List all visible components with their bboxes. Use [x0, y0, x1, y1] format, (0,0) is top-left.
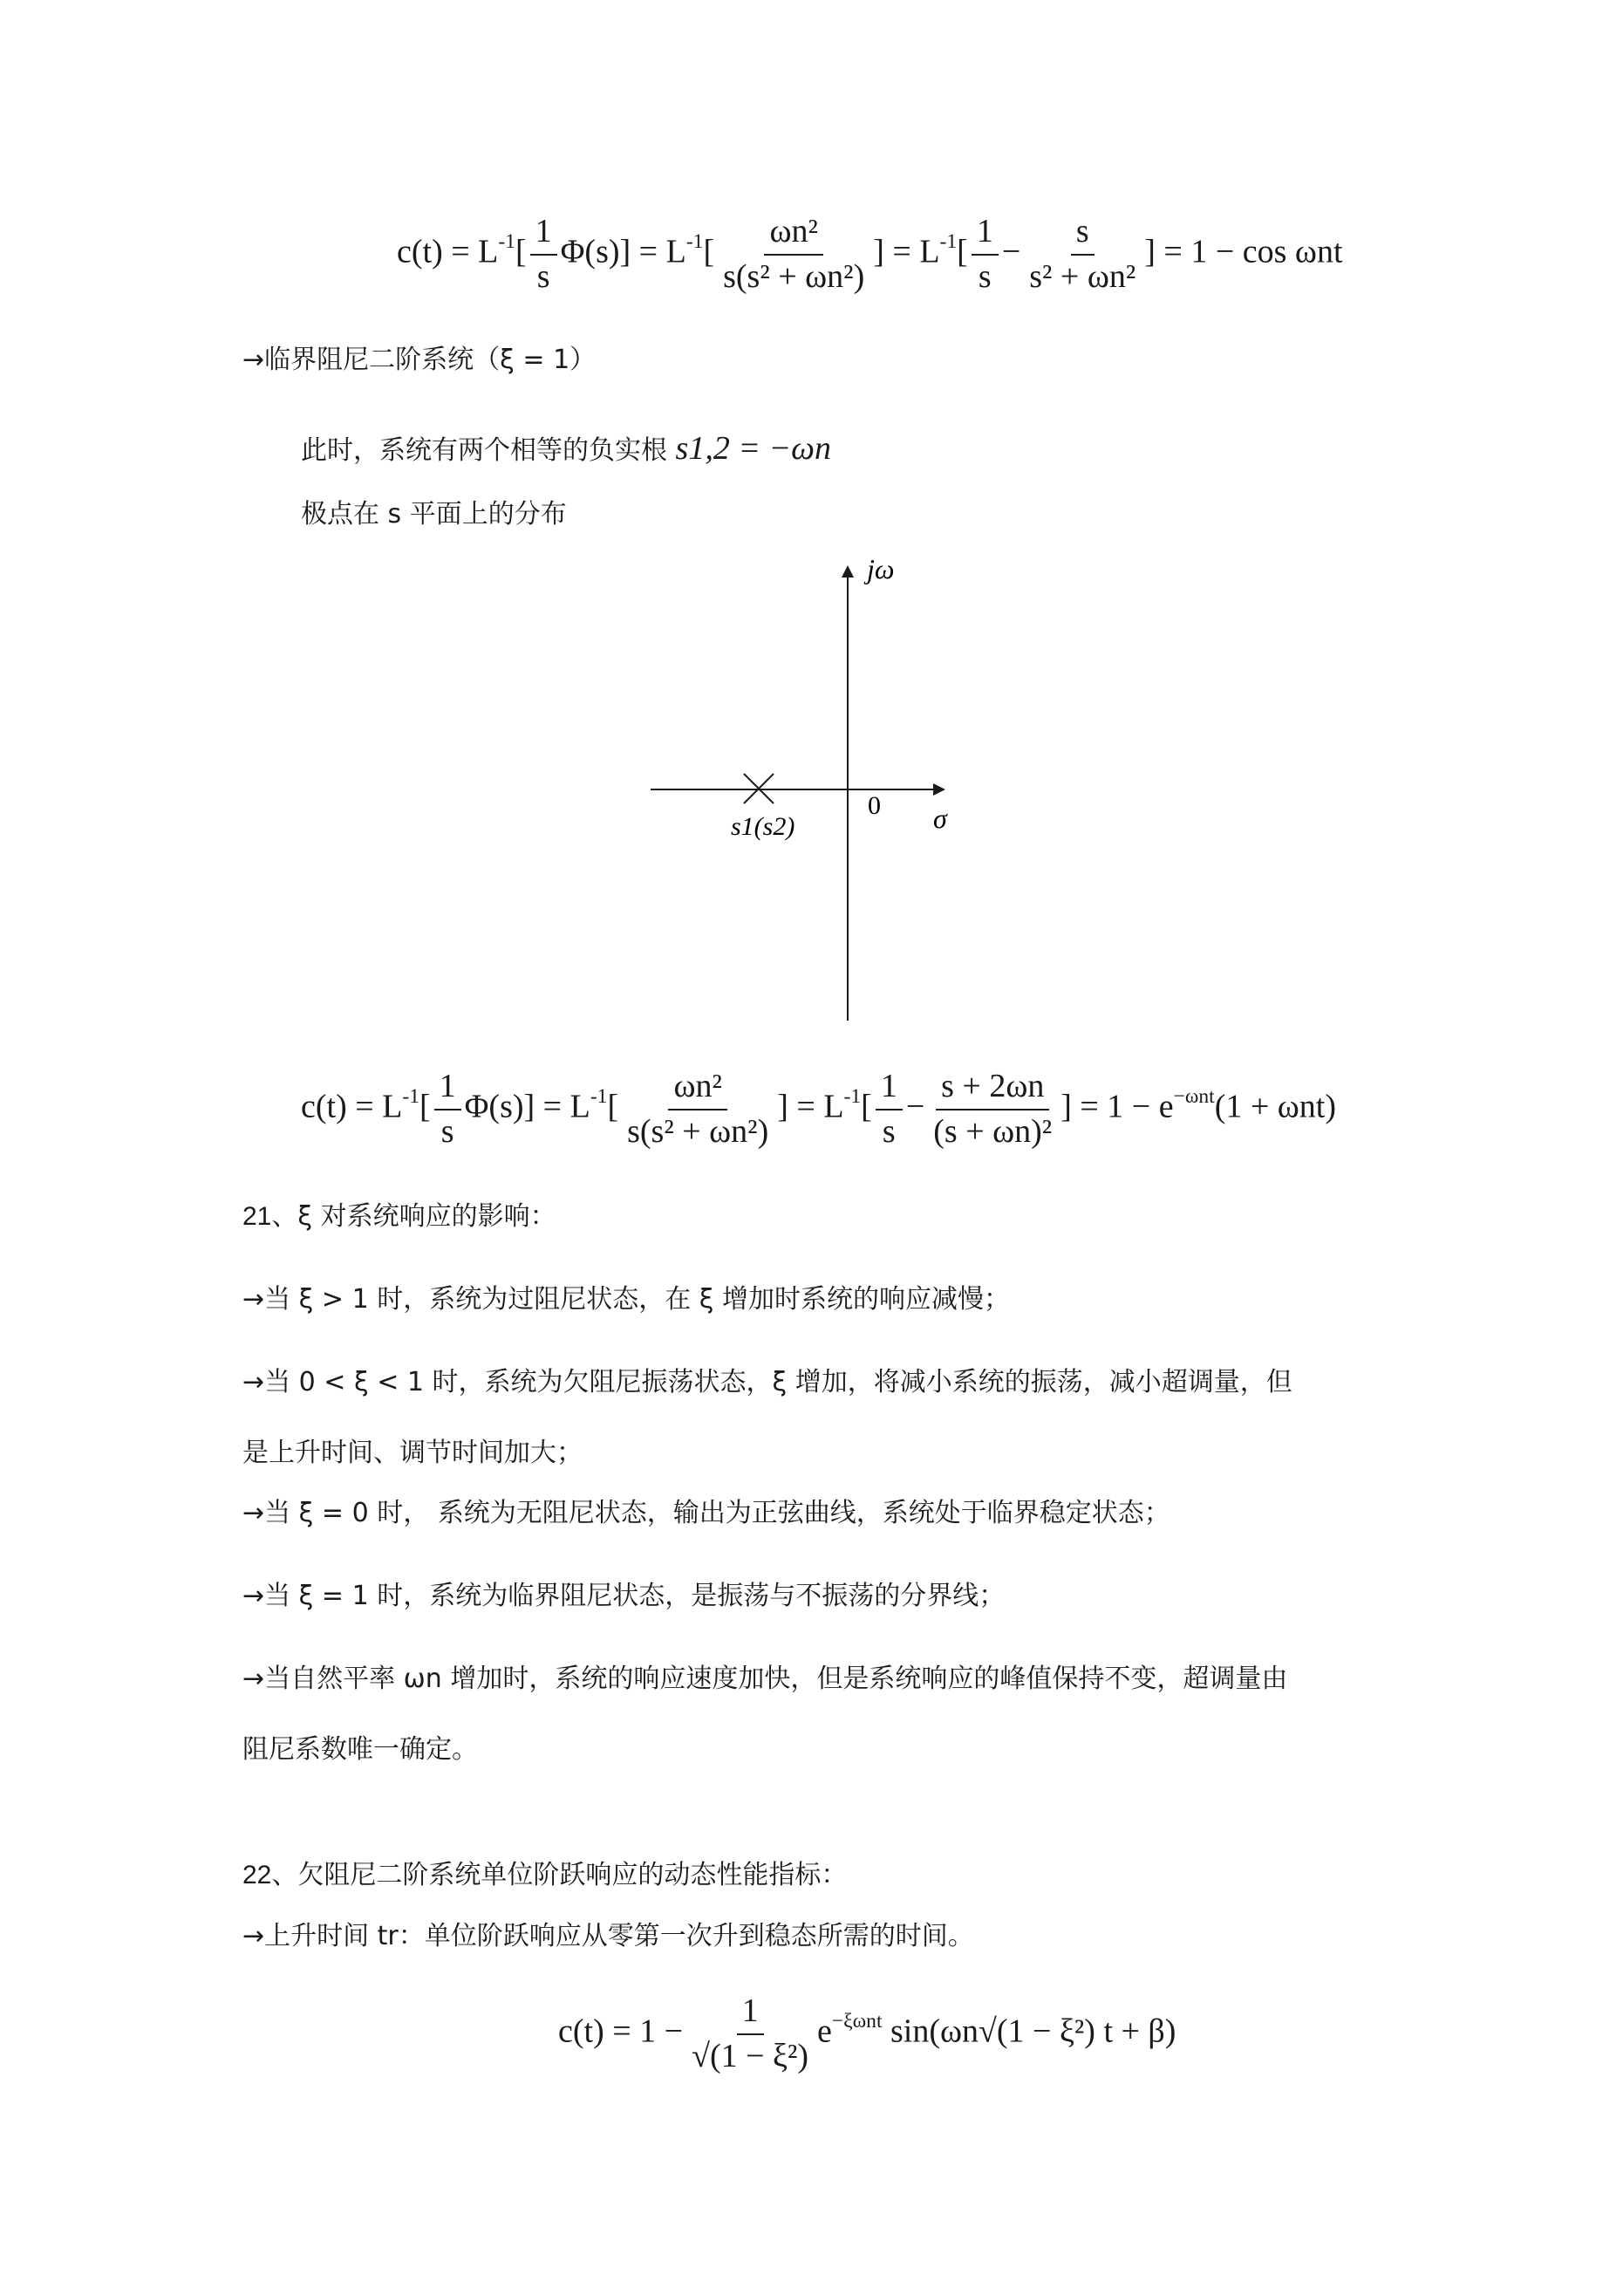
- section-21-title: [242, 1199, 556, 1234]
- section-21-item: →当 ξ > 1 时，系统为过阻尼状态，在 ξ 增加时系统的响应减慢；: [242, 1284, 1011, 1315]
- eq3-frac-num: 1: [737, 1993, 764, 2035]
- eq1-frac1-num: 1: [530, 214, 557, 256]
- section-21-item: →当 ξ = 0 时， 系统为无阻尼状态，输出为正弦曲线，系统处于临界稳定状态；: [242, 1498, 1170, 1528]
- eq1-rhs: ] = 1 − cos ωnt: [1144, 233, 1343, 270]
- eq2-rhs-b: (1 + ωnt): [1214, 1088, 1336, 1125]
- eq2-lhs: c(t) = L: [301, 1088, 403, 1125]
- pole-distribution-text: 极点在 s 平面上的分布: [301, 499, 567, 530]
- eq2-frac4-num: s + 2ωn: [936, 1069, 1049, 1110]
- critical-roots-math: s1,2 = −ωn: [675, 430, 831, 467]
- eq3-frac: [686, 1993, 814, 2075]
- eq1-sup2: -1: [685, 230, 704, 254]
- eq1-frac4: [1024, 214, 1141, 296]
- x-axis-label: σ: [933, 803, 947, 834]
- equation-undamped-response: $c(t) = L^{-1}$[ $\frac{1}{s}$ $\Phi(s)] = L^{-1}$[ $\frac{\text{ωn²}}{\text{s(s² + ωn²)}}$ ] = $L^{-1}$[ $\frac{1}{s}$ − $\frac{s}{\text{s² + ωn²}}$ ] = 1 − cos ωnt: [397, 213, 1343, 295]
- eq1-frac4-num: s: [1071, 214, 1095, 256]
- eq1-frac1: [530, 214, 557, 296]
- eq3-exp-base: e: [817, 2012, 832, 2050]
- eq1-sup: -1: [498, 230, 515, 254]
- equation-underdamped-response: [558, 1993, 1176, 2075]
- eq2-frac2-num: ωn²: [668, 1069, 726, 1110]
- pole-label: s1(s2): [731, 812, 795, 841]
- eq1-frac3-num: 1: [972, 214, 999, 256]
- eq2-frac2-den: s(s² + ωn²): [627, 1112, 769, 1150]
- eq1-sup3: -1: [939, 230, 958, 254]
- eq2-frac1: [434, 1069, 461, 1151]
- eq1-lhs: c(t) = L: [397, 233, 499, 270]
- s-plane-diagram: [645, 554, 985, 1025]
- eq3-sin: sin(ωn√(1 − ξ²) t + β): [890, 2012, 1176, 2050]
- eq2-frac1-num: 1: [434, 1069, 461, 1110]
- critical-damping-heading: →临界阻尼二阶系统（ξ = 1）: [242, 345, 597, 375]
- section-22-title: [242, 1858, 847, 1893]
- eq2-frac4: [928, 1069, 1057, 1151]
- eq2-mid: ] = L: [777, 1088, 844, 1125]
- rise-time-definition: →上升时间 tr：单位阶跃响应从零第一次升到稳态所需的时间。: [242, 1921, 974, 1951]
- eq1-frac2-den: s(s² + ωn²): [723, 257, 865, 295]
- eq3-exp: −ξωnt: [831, 2010, 883, 2033]
- critical-roots-label: 此时，系统有两个相等的负实根: [301, 435, 667, 466]
- eq1-frac2: [718, 214, 869, 296]
- eq1-phi: Φ(s)] = L: [560, 233, 686, 270]
- equation-critical-response: $c(t) = L^{-1}$[ $\frac{1}{s}$ $\Phi(s)] = L^{-1}$[ $\frac{\text{ωn²}}{\text{s(s² + ωn²)}}$ ] = $L^{-1}$[ $\frac{1}{s}$ − $\frac{s + 2\omega n}{\text{(s + ωn)²}}$ ] = $1 - e^{-\omega nt}(1 + \omega nt)$: [301, 1068, 1336, 1150]
- section-21-item: 阻尼系数唯一确定。: [242, 1734, 478, 1765]
- eq2-frac3: [876, 1069, 903, 1151]
- section-22-text: 欠阻尼二阶系统单位阶跃响应的动态性能指标：: [297, 1860, 848, 1890]
- eq2-sup2: -1: [590, 1085, 608, 1109]
- critical-roots-text: [301, 431, 831, 468]
- eq1-frac3-den: s: [978, 257, 992, 295]
- eq1-frac4-den: s² + ωn²: [1029, 257, 1136, 295]
- origin-label: 0: [868, 791, 881, 820]
- eq2-frac1-den: s: [440, 1112, 454, 1150]
- eq2-frac4-den: (s + ωn)²: [933, 1112, 1053, 1150]
- section-21-item: →当 ξ = 1 时，系统为临界阻尼状态，是振荡与不振荡的分界线；: [242, 1581, 1006, 1611]
- eq1-mid: ] = L: [873, 233, 940, 270]
- eq1-frac1-den: s: [536, 257, 550, 295]
- eq1-frac3: [972, 214, 999, 296]
- eq2-phi: Φ(s)] = L: [464, 1088, 590, 1125]
- section-21-item: →当 0 < ξ < 1 时，系统为欠阻尼振荡状态，ξ 增加，将减小系统的振荡，减小超调量，但: [242, 1367, 1292, 1397]
- eq2-frac2: [622, 1069, 774, 1151]
- eq2-sup3: -1: [843, 1085, 862, 1109]
- eq3-frac-den: √(1 − ξ²): [692, 2037, 809, 2074]
- eq3-lhs: c(t) = 1 −: [558, 2012, 684, 2050]
- section-21-number: 21、: [242, 1202, 298, 1231]
- y-axis-label: jω: [867, 554, 895, 584]
- eq1-minus: −: [1001, 233, 1021, 270]
- eq2-frac3-den: s: [882, 1112, 896, 1150]
- section-22-number: 22、: [242, 1861, 298, 1889]
- eq1-frac2-num: ωn²: [764, 214, 822, 256]
- section-21-text: ξ 对系统响应的影响：: [297, 1201, 556, 1232]
- eq2-sup: -1: [402, 1085, 419, 1109]
- section-21-item: 是上升时间、调节时间加大；: [242, 1438, 583, 1468]
- eq2-rhs-exp: −ωnt: [1173, 1085, 1215, 1109]
- eq2-minus: −: [905, 1088, 925, 1125]
- section-21-item: →当自然平率 ωn 增加时，系统的响应速度加快，但是系统响应的峰值保持不变，超调量由: [242, 1664, 1288, 1694]
- eq2-rhs-a: ] = 1 − e: [1060, 1088, 1174, 1125]
- eq2-frac3-num: 1: [876, 1069, 903, 1110]
